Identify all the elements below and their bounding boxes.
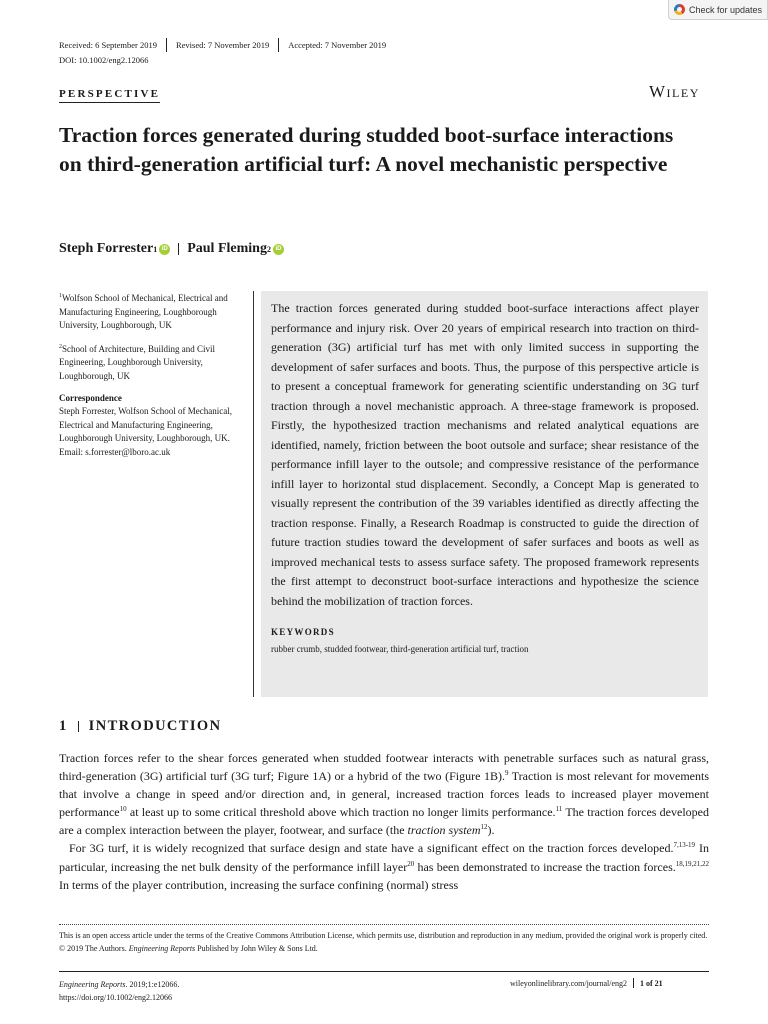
publisher-logo: Wiley [649, 82, 700, 101]
affiliation-text: Wolfson School of Mechanical, Electrical and Manufacturing Engineering, Loughborough University, Loughborough, UK [59, 293, 228, 331]
affiliation-text: School of Architecture, Building and Civil Engineering, Loughborough University, Loughborough, UK [59, 343, 215, 381]
correspondence-email[interactable]: Email: s.forrester@lboro.ac.uk [59, 446, 171, 457]
text-run: has been demonstrated to increase the traction forces. [414, 859, 676, 874]
reference-link[interactable]: 7,13-19 [673, 841, 696, 850]
check-for-updates-label: Check for updates [689, 4, 763, 15]
affiliation [59, 290, 249, 333]
article-type-label: PERSPECTIVE [59, 88, 160, 103]
check-for-updates-button[interactable] [668, 0, 768, 20]
footer-citation [59, 978, 179, 1004]
reference-link[interactable]: 12 [480, 823, 488, 832]
author-name[interactable]: Steph Forrester [59, 241, 154, 256]
keywords-heading: KEYWORDS [271, 627, 335, 637]
accepted-date: Accepted: 7 November 2019 [288, 40, 387, 50]
body-text [59, 749, 709, 894]
received-date: Received: 6 September 2019 [59, 40, 157, 50]
footnote-divider [59, 924, 709, 925]
journal-name: Engineering Reports [128, 943, 196, 953]
journal-url-link[interactable]: wileyonlinelibrary.com/journal/eng2 [510, 978, 628, 988]
license-footnote [59, 930, 709, 955]
article-title: Traction forces generated during studded boot-surface interactions on third-generation artificial turf: A novel mechanistic perspective [59, 123, 674, 176]
author-name[interactable]: Paul Fleming [187, 241, 267, 256]
page-number: 1 of 21 [640, 978, 663, 988]
correspondence-text: Steph Forrester, Wolfson School of Mechanical, Electrical and Manufacturing Engineering, Loughborough University, Loughborough, UK. [59, 406, 232, 444]
article-doi: DOI: 10.1002/eng2.12066 [59, 55, 149, 65]
footer-divider [59, 971, 709, 972]
license-text: This is an open access article under the terms of the Creative Commons Attribution License, which permits use, distribution and reproduction in any medium, provided the original work is properly cited. [59, 931, 708, 940]
section-title: INTRODUCTION [88, 718, 222, 734]
affiliation-number: 2 [59, 343, 62, 350]
reference-link[interactable]: 10 [119, 805, 127, 814]
divider [633, 978, 634, 988]
orcid-icon[interactable]: iD [159, 244, 170, 255]
affiliations-column [59, 290, 249, 460]
author-affiliation-ref: 1 [153, 244, 158, 254]
text-run: Traction forces refer to the shear forces generated when studded footwear interacts with penetrable surfaces such as natural grass, third-generation (3G) artificial turf (3G turf; Figure 1A) or a hybrid of the two (Figure 1B). [59, 751, 709, 784]
text-run: at least up to some critical threshold above which traction no longer limits performance. [126, 805, 556, 820]
divider [278, 38, 279, 52]
doi-link[interactable]: https://doi.org/10.1002/eng2.12066 [59, 993, 172, 1002]
affiliation-number: 1 [59, 293, 62, 299]
reference-link[interactable]: 9 [504, 769, 509, 778]
author-list [59, 241, 284, 257]
correspondence-heading: Correspondence [59, 392, 122, 403]
section-heading [59, 718, 221, 735]
reference-link[interactable]: 11 [555, 805, 563, 814]
section-number: 1 [59, 718, 68, 734]
text-run: Traction is most relevant for movements that involve a change in speed and/or direction and, in general, increased traction forces leads to increased player movement performance [59, 769, 709, 820]
abstract-text: The traction forces generated during studded boot-surface interactions affect player performance and injury risk. Over 20 years of empirical research into traction on third-generation (3G) artificial turf has met with only limited success in supporting the development of safer surfaces and boots. Thus, the purpose of this perspective article is to present a conceptual framework for generating scientific understanding on 3G turf traction through a novel mechanistic approach. A three-stage framework is proposed. Firstly, the hypothesized traction mechanisms and related analytical equations are identified, namely, friction between the boot outsole and surface; shear resistance of the performance infill layer to the outsole; and compressive resistance of the performance infill layer to horizontal stud displacement. Secondly, a Concept Map is generated to visually represent the contribution of the 39 variables identified as directly affecting the traction response. Finally, a Research Roadmap is constructed to guide the direction of future traction studies toward the development of safer surfaces and boots as well as improved mechanical tests to assess surface safety. The proposed framework represents the first attempt to deconstruct boot-surface interactions and hypothesize the science behind the mobilization of traction forces. [271, 301, 699, 608]
footer-page-info [510, 978, 663, 988]
copyright-text [59, 943, 709, 956]
citation-text: . 2019;1:e12066. [125, 980, 180, 989]
article-dates [59, 38, 386, 52]
revised-date: Revised: 7 November 2019 [175, 40, 270, 50]
divider [166, 38, 167, 52]
author-affiliation-ref: 2 [266, 244, 271, 254]
reference-link[interactable]: 20 [407, 859, 415, 868]
divider [178, 243, 179, 255]
text-run: In terms of the player contribution, increasing the surface confining (normal) stress [59, 877, 459, 892]
emphasis-text: traction system [407, 823, 481, 838]
citation-line [59, 978, 179, 991]
abstract-box [261, 291, 708, 697]
affiliation [59, 341, 249, 384]
keywords-text: rubber crumb, studded footwear, third-generation artificial turf, traction [271, 644, 529, 654]
text-run: ). [487, 823, 495, 838]
divider [78, 721, 79, 732]
orcid-icon[interactable]: iD [273, 244, 284, 255]
reference-link[interactable]: 18,19,21,22 [675, 859, 709, 868]
text-run: Published by John Wiley & Sons Ltd. [195, 943, 318, 953]
text-run: © 2019 The Authors. [59, 943, 129, 953]
paragraph [59, 749, 709, 839]
text-run: In particular, increasing the net bulk density of the performance infill layer [59, 841, 709, 874]
column-divider [253, 291, 254, 697]
text-run: For 3G turf, it is widely recognized that surface design and state have a significant effect on the traction forces developed. [69, 841, 674, 856]
paragraph [59, 839, 709, 893]
text-run: The traction forces developed are a complex interaction between the player, footwear, and surface (the [59, 805, 709, 838]
crossmark-icon [674, 4, 685, 15]
journal-name: Engineering Reports [59, 980, 126, 989]
